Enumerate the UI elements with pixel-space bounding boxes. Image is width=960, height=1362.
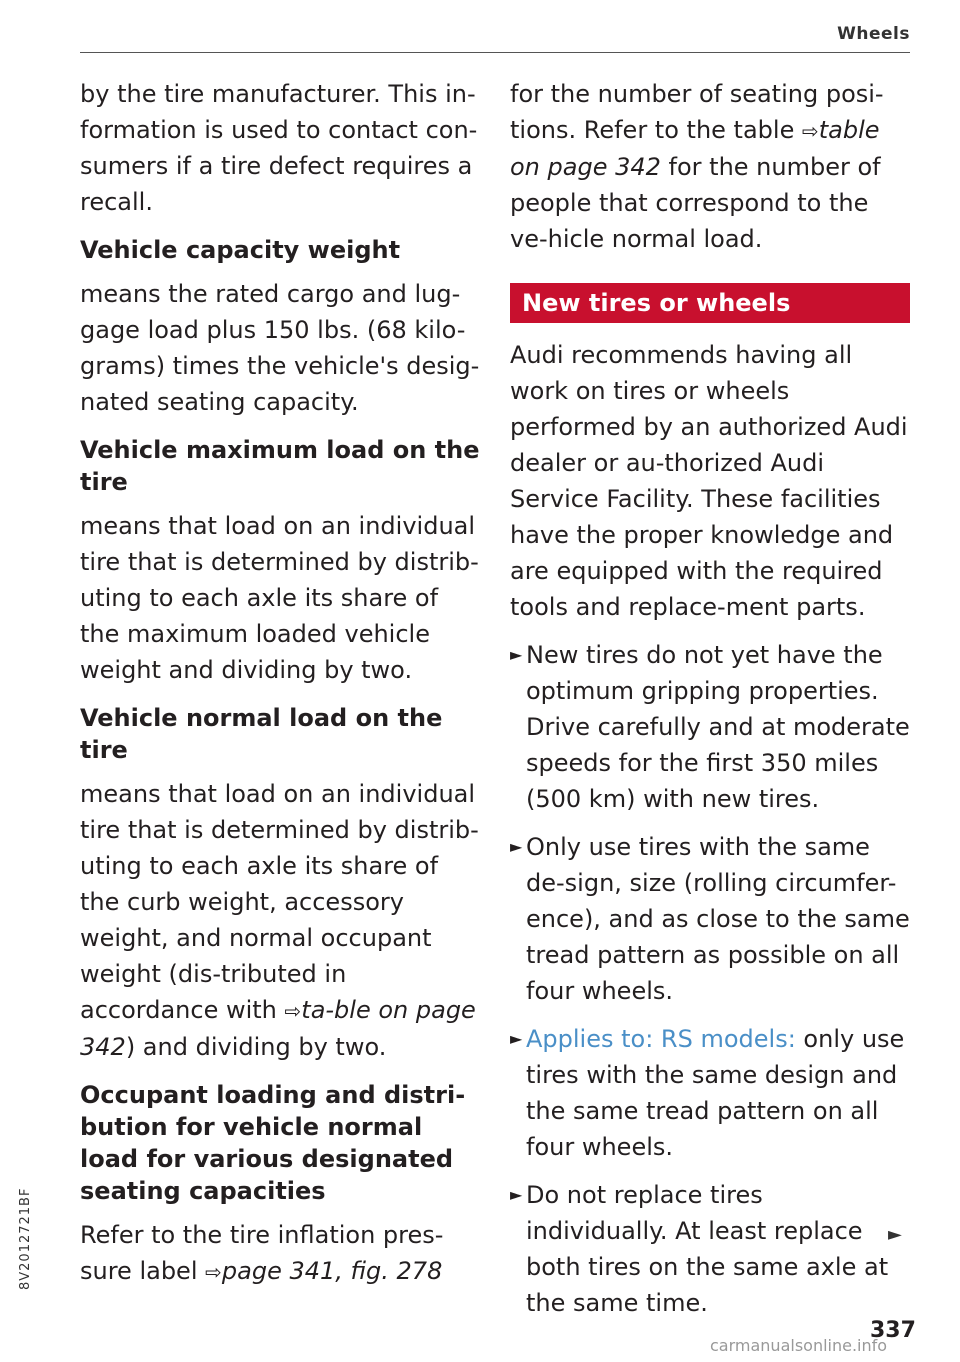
header-rule [80,52,910,53]
table-page-342-link-text: ta-ble on page 342 [80,996,476,1061]
bullet-arrow-icon: ► [510,645,523,664]
page-number: 337 [870,1318,916,1343]
paragraph-maximum-load: means that load on an individual tire that is determined by distrib-uting to each axle its share of the maximum loaded vehicle weight and dividing by two. [80,512,479,684]
section-banner-new-tires: New tires or wheels [510,283,910,323]
heading-vehicle-maximum-load: Vehicle maximum load on the tire [80,436,480,496]
document-code: 8V2012721BF [18,1187,33,1290]
bullet-text: New tires do not yet have the optimum gripping properties. Drive carefully and at moderate speeds for the first 350 miles (500 km) with new tires. [526,641,910,813]
paragraph-tire-manufacturer: by the tire manufacturer. This in-formation is used to contact con-sumers if a tire defect requires a recall. [80,80,478,216]
bullet-same-design [510,829,910,1009]
bullet-text: Only use tires with the same de-sign, size (rolling circumfer-ence), and as close to the same tread pattern as possible on all four wheels. [526,833,910,1005]
bullet-arrow-icon: ► [510,1029,523,1048]
heading-vehicle-normal-load: Vehicle normal load on the tire [80,704,443,764]
bullet-rs-models [510,1021,910,1165]
bullet-arrow-icon: ► [510,837,523,856]
left-column [80,76,480,1290]
bullet-new-tires-grip [510,637,910,817]
seating-positions-text: for the number of seating posi-tions. Refer to the table [510,80,884,144]
reference-arrow-icon: ⇨ [801,119,819,143]
paragraph-seating-positions [510,76,910,257]
page-341-fig-278-link-text: page 341, fig. 278 [221,1257,443,1285]
seating-positions-text-end: for the number of people that correspond to the ve-hicle normal load. [510,153,881,253]
paragraph-capacity-weight: means the rated cargo and lug-gage load plus 150 lbs. (68 kilo-grams) times the vehicle's desig-nated seating capacity. [80,280,480,416]
applies-to-label: Applies to: RS models: [526,1025,796,1053]
normal-load-text: means that load on an individual tire that is determined by distrib-uting to each axle its share of the curb weight, accessory weight, and normal occupant weight (dis-tributed in accordance with [80,780,479,1024]
bullet-text: only use tires with the same design and the same tread pattern on all four wheels. [526,1025,905,1161]
paragraph-inflation-label [80,1217,480,1290]
watermark: carmanualsonline.info [710,1336,888,1355]
inflation-label-text: Refer to the tire inflation pres-sure label [80,1221,444,1285]
right-column [510,76,910,1321]
heading-occupant-loading: Occupant loading and distri-bution for vehicle normal load for various designated seating capacities [80,1081,466,1205]
paragraph-audi-recommends: Audi recommends having all work on tires or wheels performed by an authorized Audi dealer or au-thorized Audi Service Facility. These facilities have the proper knowledge and are equipped with the required tools and replace-ment parts. [510,341,908,621]
bullet-arrow-icon: ► [510,1185,523,1204]
bullet-replace-individually [510,1177,910,1321]
heading-vehicle-capacity-weight: Vehicle capacity weight [80,236,401,264]
bullet-text: Do not replace tires individually. At least replace both tires on the same axle at the same time. [526,1181,889,1317]
normal-load-text-end: ) and dividing by two. [125,1033,387,1061]
section-title: Wheels [837,24,910,44]
table-page-342-link-text: table on page 342 [510,116,880,181]
continue-arrow-icon: ► [888,1224,902,1245]
page-341-fig-278-link[interactable] [205,1257,442,1285]
reference-arrow-icon: ⇨ [284,999,302,1023]
reference-arrow-icon: ⇨ [205,1260,222,1284]
paragraph-normal-load [80,776,480,1065]
